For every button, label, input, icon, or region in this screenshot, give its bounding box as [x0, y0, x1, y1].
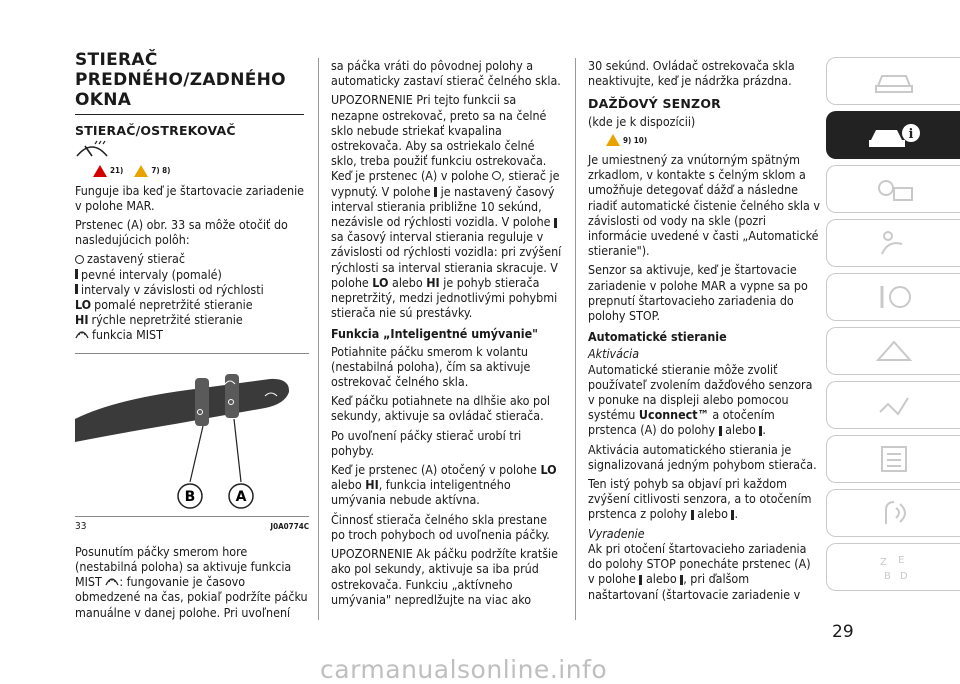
tab-warning-lights[interactable] — [826, 165, 960, 213]
title-line-1: STIERAČ — [75, 50, 158, 70]
title-line-3: OKNA — [75, 90, 132, 110]
paragraph: Keď páčku potiahnete na dlhšie ako pol sekundy, aktivuje sa ovládač stierača. — [331, 393, 551, 424]
text: alebo — [645, 571, 677, 587]
interval-bar-icon — [434, 187, 437, 197]
paragraph: Automatické stieranie môže zvoliť používateľ zvolením dažďového senzora v ponuke na displeji alebo pomocou systému Uconnect™ a otočením prstenca (A) do polohy alebo . — [588, 361, 813, 438]
text: Ak pri otočení štartovacieho zariadenia do polohy STOP ponecháte prstenec (A) v polohe — [588, 540, 811, 587]
availability-note: (kde je k dispozícii) — [588, 113, 696, 129]
text: je nastavený časový interval stierania približne 10 sekúnd, nezávisle od rýchlosti vozidla. V polohe — [331, 183, 555, 230]
callout-a: A — [235, 488, 247, 505]
sub-heading: Vyradenie — [588, 525, 645, 541]
paragraph: sa páčka vráti do pôvodnej polohy a automaticky zastaví stierač čelného skla. — [331, 58, 561, 89]
text: sa časový interval stierania reguluje v závislosti od rýchlosti vozidla: pri zvýšení rýchlosti sa interval stierania skracuje. V polohe — [331, 229, 562, 290]
text: : fungovanie je časovo obmedzené na čas, pokiaľ podržíte páčku manuálne v danej polohe. Pri uvoľnení — [75, 574, 308, 620]
chapter-tabs — [826, 57, 960, 597]
paragraph: Je umiestnený za vnútorným spätným zrkadlom, v kontakte s čelným sklom a umožňuje detegovať dážď a následne riadiť automatické čistenie čelného skla v závislosti od vody na skle (pozri informácie uvedené v časti „Automatické stieranie"). — [588, 152, 820, 259]
wiper-stalk-figure — [75, 364, 309, 514]
tab-multimedia[interactable] — [826, 489, 960, 537]
list-item — [75, 251, 309, 266]
interval-bar-icon — [691, 510, 694, 520]
key-hi: HI — [365, 477, 379, 493]
text: Automatické stieranie môže zvoliť používateľ zvolením dažďového senzora v ponuke na displeji alebo pomocou systému — [588, 361, 813, 423]
interval-bar-icon — [719, 426, 722, 436]
paragraph: Po uvoľnení páčky stierač urobí tri pohyby. — [331, 427, 522, 458]
paragraph — [588, 541, 820, 602]
column-3 — [588, 58, 820, 606]
tab-technical-data[interactable] — [826, 435, 960, 483]
wiper-washer-icon — [75, 140, 309, 161]
subsection-title: STIERAČ/OSTREKOVAČ — [75, 123, 236, 138]
tab-getting-to-know-car[interactable] — [826, 111, 960, 159]
text: alebo — [725, 422, 756, 438]
tab-index[interactable] — [826, 543, 960, 591]
page-number: 29 — [832, 622, 854, 642]
paragraph — [75, 544, 309, 620]
text: UPOZORNENIE Pri tejto funkcii sa nezapne ostrekovač, preto sa na čelné sklo nebude striekať kvapalina ostrekovača. Aby sa ostriekalo čelné sklo, treba použiť funkciu ostrekovača. Keď je prstenec (A) v polohe — [331, 92, 547, 184]
interval-bar-icon — [554, 218, 557, 228]
warning-ref-b: 7) 8) — [151, 166, 171, 176]
tab-starting-driving[interactable] — [826, 273, 960, 321]
paragraph — [331, 462, 563, 508]
key-lo: LO — [372, 274, 389, 290]
interval-bar-icon — [639, 575, 642, 585]
text: alebo — [391, 274, 423, 290]
tab-safety[interactable] — [826, 219, 960, 267]
warning-ref: 9) 10) — [623, 135, 648, 145]
svg-text:B: B — [883, 571, 891, 582]
title-line-2: PREDNÉHO/ZADNÉHO — [75, 70, 286, 90]
figure-top-rule — [75, 353, 309, 354]
tab-dashboard[interactable] — [826, 57, 960, 105]
list-item — [75, 327, 309, 342]
warning-references — [93, 163, 309, 178]
text: Ten istý pohyb sa objaví pri každom zvýšení citlivosti senzora, a to otočením prstenca z polohy — [588, 476, 812, 522]
svg-text:i: i — [908, 127, 913, 142]
watermark: carmanualsonline.info — [320, 655, 608, 684]
stop-circle-icon — [492, 171, 501, 180]
figure-caption — [75, 516, 309, 534]
list-item-label: rýchle nepretržité stieranie — [91, 312, 243, 328]
svg-text:Z: Z — [879, 557, 887, 568]
caution-triangle-icon — [134, 165, 148, 177]
section-title: DAŽĎOVÝ SENZOR — [588, 96, 721, 112]
text: alebo — [331, 477, 362, 493]
section-title — [75, 50, 309, 110]
list-item-label: funkcia MIST — [92, 327, 163, 343]
list-item — [75, 267, 309, 282]
column-divider — [575, 58, 576, 620]
text: Posunutím páčky smerom hore (nestabilná poloha) sa aktivuje funkcia MIST — [75, 543, 292, 590]
paragraph: Potiahnite páčku smerom k volantu (nestabilná poloha), čím sa aktivuje ostrekovač čelného skla. — [331, 343, 531, 390]
interval-bar-icon — [75, 269, 78, 279]
paragraph: Aktivácia automatického stierania je signalizovaná jedným pohybom stierača. — [588, 441, 817, 472]
interval-bar-icon — [759, 426, 762, 436]
paragraph: Ten istý pohyb sa objaví pri každom zvýšení citlivosti senzora, a to otočením prstenca z polohy alebo . — [588, 476, 812, 522]
tab-maintenance[interactable] — [826, 381, 960, 429]
text: je pohyb stierača nepretržitý, medzi jednotlivými pohybmi stierača nie sú prestávky. — [331, 274, 558, 321]
brand-name: Uconnect™ — [638, 407, 709, 423]
subsection-title: Funkcia „Inteligentné umývanie" — [331, 326, 538, 342]
tab-emergency[interactable] — [826, 327, 960, 375]
text: alebo — [697, 506, 728, 522]
paragraph: Senzor sa aktivuje, keď je štartovacie zariadenie v polohe MAR a vypne sa po prepnutí štartovacieho zariadenia do polohy STOP. — [588, 262, 808, 324]
key-lo: LO — [540, 462, 557, 478]
sub-heading: Aktivácia — [588, 346, 640, 362]
interval-bar-icon — [75, 284, 78, 294]
figure-number: 33 — [75, 520, 87, 532]
stop-circle-icon — [75, 255, 84, 264]
mist-icon — [105, 574, 119, 589]
callout-b: B — [184, 488, 196, 505]
interval-bar-icon — [731, 510, 734, 520]
svg-text:D: D — [899, 571, 908, 582]
list-item-label: pevné intervaly (pomalé) — [81, 266, 222, 282]
svg-text:E: E — [897, 555, 904, 566]
paragraph: Činnosť stierača čelného skla prestane po troch pohyboch od uvoľnenia páčky. — [331, 511, 550, 542]
column-1 — [75, 50, 309, 624]
paragraph: Prstenec (A) obr. 33 sa môže otočiť do nasledujúcich polôh: — [75, 217, 288, 248]
paragraph: 30 sekúnd. Ovládač ostrekovača skla neaktivujte, keď je nádržka prázdna. — [588, 58, 795, 89]
text: Keď je prstenec (A) otočený v polohe — [331, 462, 537, 478]
figure-code: J0A0774C — [270, 521, 309, 531]
paragraph: Funguje iba keď je štartovacie zariadenie v polohe MAR. — [75, 182, 305, 213]
text: , funkcia inteligentného umývania nebude aktívna. — [331, 477, 511, 508]
list-item — [75, 297, 309, 312]
list-item-label: intervaly v závislosti od rýchlosti — [81, 281, 264, 297]
list-item — [75, 282, 309, 297]
column-2 — [331, 58, 563, 611]
paragraph: UPOZORNENIE Ak páčku podržíte kratšie ako pol sekundy, aktivuje sa iba prúd ostrekovača. Funkciu „aktívneho umývania" nepredlžujte na viac ako — [331, 546, 558, 607]
list-item-label: pomalé nepretržité stieranie — [94, 297, 253, 313]
text: , pri ďalšom naštartovaní (štartovacie zariadenie v — [588, 571, 801, 602]
warning-ref-a: 21) — [110, 166, 124, 176]
list-item-label: zastavený stierač — [87, 251, 186, 267]
list-item — [75, 312, 309, 327]
column-divider — [318, 58, 319, 620]
text: , stierač je vypnutý. V polohe — [331, 168, 560, 199]
key-hi: HI — [426, 274, 440, 290]
caution-triangle-icon — [606, 134, 620, 146]
danger-triangle-icon — [93, 165, 107, 177]
mist-icon — [75, 327, 89, 342]
text: a otočením prstenca (A) do polohy — [588, 407, 775, 438]
warning-references — [606, 133, 820, 148]
key-lo: LO — [75, 297, 92, 313]
paragraph — [331, 92, 563, 320]
key-hi: HI — [75, 312, 89, 328]
subsection-title: Automatické stieranie — [588, 329, 727, 345]
title-rule — [75, 114, 304, 115]
